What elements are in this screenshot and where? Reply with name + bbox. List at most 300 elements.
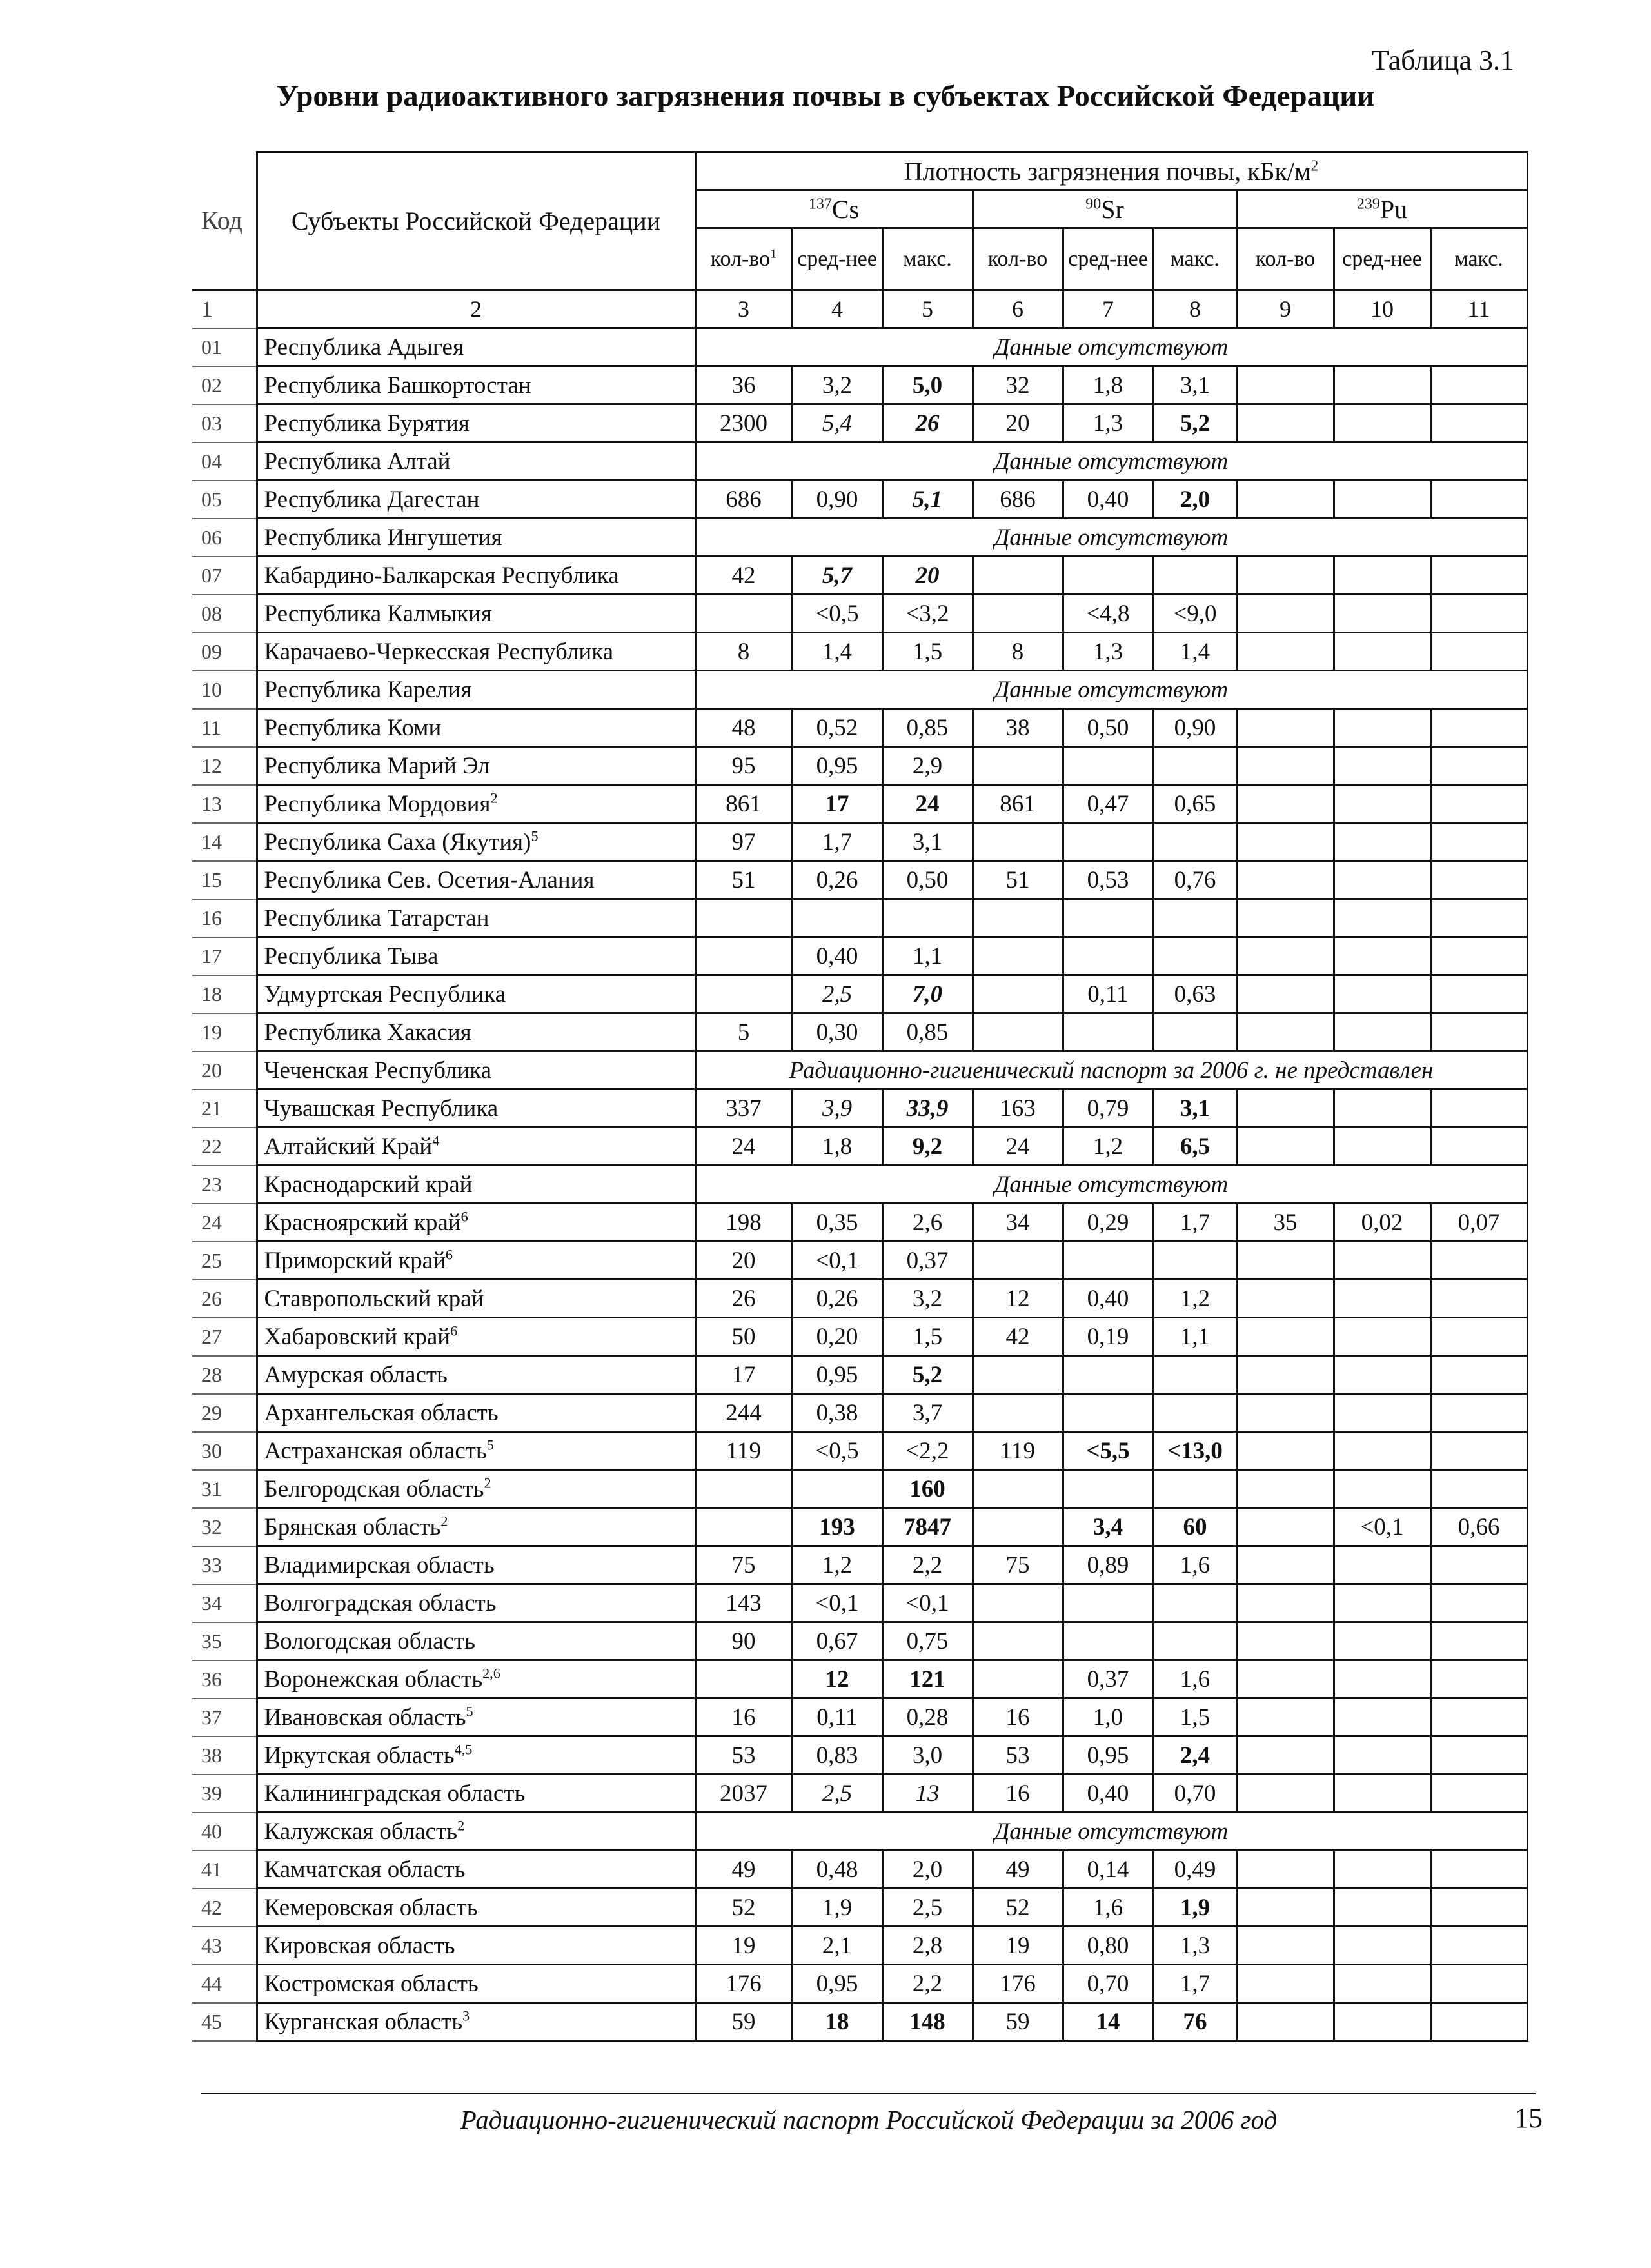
value-cell: 5,7 (792, 557, 882, 595)
no-passport-cell: Радиационно-гигиенический паспорт за 2006 г. не представлен (695, 1051, 1527, 1089)
row-subject (257, 1204, 695, 1242)
table-row (192, 785, 1527, 823)
subject-name: Республика Марий Эл (264, 752, 490, 779)
value-cell: 42 (973, 1318, 1063, 1356)
table-row (192, 328, 1527, 366)
value-cell: 1,2 (1153, 1280, 1237, 1318)
value-cell (1334, 1927, 1430, 1965)
value-cell: 12 (973, 1280, 1063, 1318)
pu-symbol: Pu (1379, 194, 1408, 224)
row-subject (257, 1318, 695, 1356)
value-cell (1237, 709, 1334, 747)
subject-name: Красноярский край (264, 1209, 461, 1236)
value-cell (1430, 1851, 1527, 1889)
value-cell (1430, 1698, 1527, 1736)
value-cell (1237, 1356, 1334, 1394)
value-cell: 176 (695, 1965, 792, 2003)
row-subject (257, 1889, 695, 1927)
row-code: 35 (192, 1622, 257, 1660)
value-cell (1334, 785, 1430, 823)
value-cell: 75 (695, 1546, 792, 1584)
row-subject (257, 861, 695, 899)
table-row (192, 1013, 1527, 1051)
value-cell: 176 (973, 1965, 1063, 2003)
value-cell (1237, 1432, 1334, 1470)
value-cell: 76 (1153, 2003, 1237, 2041)
value-cell: 0,65 (1153, 785, 1237, 823)
column-number: 4 (792, 290, 882, 328)
value-cell: <0,1 (882, 1584, 973, 1622)
value-cell (1430, 404, 1527, 443)
row-subject (257, 1242, 695, 1280)
value-cell (1430, 1622, 1527, 1660)
value-cell: 3,1 (1153, 366, 1237, 404)
value-cell (1237, 1280, 1334, 1318)
value-cell (1334, 1584, 1430, 1622)
row-subject (257, 1128, 695, 1166)
value-cell (1334, 1089, 1430, 1128)
value-cell (1237, 937, 1334, 975)
row-code: 05 (192, 481, 257, 519)
row-code: 42 (192, 1889, 257, 1927)
subject-name: Астраханская область (264, 1437, 487, 1464)
value-cell: 17 (695, 1356, 792, 1394)
value-cell (973, 1660, 1063, 1698)
value-cell: 0,28 (882, 1698, 973, 1736)
subject-name: Курганская область (264, 2008, 463, 2035)
no-data-cell: Данные отсутствуют (695, 1813, 1527, 1851)
table-row (192, 366, 1527, 404)
row-subject (257, 785, 695, 823)
header-cs137 (695, 190, 973, 228)
table-row (192, 671, 1527, 709)
value-cell: 0,29 (1063, 1204, 1153, 1242)
value-cell: 0,49 (1153, 1851, 1237, 1889)
row-code: 44 (192, 1965, 257, 2003)
header-sr90 (973, 190, 1237, 228)
row-subject (257, 747, 695, 785)
value-cell: 0,79 (1063, 1089, 1153, 1128)
value-cell: 3,9 (792, 1089, 882, 1128)
value-cell (1153, 823, 1237, 861)
row-code: 21 (192, 1089, 257, 1128)
value-cell: 36 (695, 366, 792, 404)
value-cell (1430, 1584, 1527, 1622)
row-code: 09 (192, 633, 257, 671)
value-cell (973, 975, 1063, 1013)
value-cell: 59 (695, 2003, 792, 2041)
value-cell (792, 899, 882, 937)
value-cell: 2,0 (1153, 481, 1237, 519)
row-code: 37 (192, 1698, 257, 1736)
subject-footnote: 2,6 (482, 1665, 500, 1682)
row-code: 19 (192, 1013, 257, 1051)
value-cell (1237, 899, 1334, 937)
value-cell (973, 937, 1063, 975)
value-cell (1334, 1698, 1430, 1736)
value-cell: 2,4 (1153, 1736, 1237, 1775)
subject-name: Иркутская область (264, 1742, 455, 1769)
value-cell: 0,30 (792, 1013, 882, 1051)
row-code: 31 (192, 1470, 257, 1508)
row-code: 27 (192, 1318, 257, 1356)
value-cell (1063, 1013, 1153, 1051)
value-cell (1430, 747, 1527, 785)
value-cell (1430, 1280, 1527, 1318)
value-cell (1334, 1851, 1430, 1889)
row-code: 25 (192, 1242, 257, 1280)
value-cell: 59 (973, 2003, 1063, 2041)
value-cell: 0,47 (1063, 785, 1153, 823)
value-cell (973, 1394, 1063, 1432)
value-cell: 5,2 (1153, 404, 1237, 443)
subheader-count (1237, 228, 1334, 290)
value-cell (1153, 1242, 1237, 1280)
table-row (192, 861, 1527, 899)
value-cell: <9,0 (1153, 595, 1237, 633)
value-cell: 160 (882, 1470, 973, 1508)
value-cell: 1,7 (1153, 1965, 1237, 2003)
value-cell (1334, 1965, 1430, 2003)
subject-name: Вологодская область (264, 1627, 475, 1655)
value-cell (973, 1508, 1063, 1546)
value-cell (1237, 785, 1334, 823)
value-cell (1153, 747, 1237, 785)
subject-name: Алтайский Край (264, 1133, 433, 1160)
value-cell (1153, 557, 1237, 595)
row-code: 17 (192, 937, 257, 975)
value-cell (973, 595, 1063, 633)
subject-name: Республика Башкортостан (264, 372, 531, 399)
row-subject (257, 443, 695, 481)
header-pu239 (1237, 190, 1527, 228)
subject-footnote: 2 (457, 1817, 465, 1834)
value-cell: 51 (973, 861, 1063, 899)
value-cell: 0,38 (792, 1394, 882, 1432)
value-cell: <0,5 (792, 595, 882, 633)
value-cell (1237, 861, 1334, 899)
row-subject (257, 1013, 695, 1051)
row-subject (257, 557, 695, 595)
value-cell: 5,0 (882, 366, 973, 404)
value-cell: 121 (882, 1660, 973, 1698)
page-title: Уровни радиоактивного загрязнения почвы в субъектах Российской Федерации (276, 79, 1375, 113)
subject-name: Костромская область (264, 1970, 479, 1997)
value-cell: 0,90 (792, 481, 882, 519)
value-cell (695, 899, 792, 937)
value-cell: <3,2 (882, 595, 973, 633)
row-code: 08 (192, 595, 257, 633)
value-cell (1334, 557, 1430, 595)
value-cell: 0,67 (792, 1622, 882, 1660)
value-cell (1237, 1775, 1334, 1813)
no-data-cell: Данные отсутствуют (695, 1166, 1527, 1204)
row-subject (257, 823, 695, 861)
value-cell (1237, 1013, 1334, 1051)
value-cell (1237, 1394, 1334, 1432)
value-cell: 0,85 (882, 1013, 973, 1051)
value-cell: 53 (973, 1736, 1063, 1775)
value-cell: 1,5 (1153, 1698, 1237, 1736)
value-cell (1063, 937, 1153, 975)
value-cell (1334, 1128, 1430, 1166)
value-cell: <5,5 (1063, 1432, 1153, 1470)
row-code: 34 (192, 1584, 257, 1622)
value-cell: <4,8 (1063, 595, 1153, 633)
value-cell: 75 (973, 1546, 1063, 1584)
value-cell: 33,9 (882, 1089, 973, 1128)
table-row (192, 1965, 1527, 2003)
value-cell (1237, 1089, 1334, 1128)
row-subject (257, 1698, 695, 1736)
value-cell (1063, 1622, 1153, 1660)
table-row (192, 1736, 1527, 1775)
column-number: 11 (1430, 290, 1527, 328)
row-subject (257, 1622, 695, 1660)
value-cell: 1,8 (792, 1128, 882, 1166)
count-label: кол-во (1255, 246, 1316, 271)
row-code: 15 (192, 861, 257, 899)
row-code: 45 (192, 2003, 257, 2041)
value-cell: 0,95 (1063, 1736, 1153, 1775)
value-cell: 0,40 (792, 937, 882, 975)
row-code: 22 (192, 1128, 257, 1166)
row-code: 33 (192, 1546, 257, 1584)
subject-name: Республика Калмыкия (264, 600, 492, 627)
value-cell (1430, 1432, 1527, 1470)
subject-name: Республика Бурятия (264, 410, 470, 437)
value-cell: 1,1 (1153, 1318, 1237, 1356)
value-cell: 3,4 (1063, 1508, 1153, 1546)
row-code: 04 (192, 443, 257, 481)
row-code: 13 (192, 785, 257, 823)
subject-name: Карачаево-Черкесская Республика (264, 638, 614, 665)
footer-text: Радиационно-гигиенический паспорт Российской Федерации за 2006 год (460, 2105, 1278, 2134)
subheader-max: макс. (882, 228, 973, 290)
subject-name: Ставропольский край (264, 1285, 484, 1312)
value-cell: 32 (973, 366, 1063, 404)
value-cell (1430, 2003, 1527, 2041)
subheader-average: сред-нее (1334, 228, 1430, 290)
value-cell: 1,8 (1063, 366, 1153, 404)
subject-name: Архангельская область (264, 1399, 499, 1426)
table-row (192, 823, 1527, 861)
row-subject (257, 2003, 695, 2041)
value-cell: 2,5 (792, 975, 882, 1013)
row-code: 23 (192, 1166, 257, 1204)
subject-name: Калининградская область (264, 1780, 526, 1807)
table-row (192, 2003, 1527, 2041)
table-row (192, 899, 1527, 937)
table-row (192, 633, 1527, 671)
subheader-count (973, 228, 1063, 290)
row-code: 16 (192, 899, 257, 937)
value-cell (1153, 1584, 1237, 1622)
table-row (192, 519, 1527, 557)
value-cell: 0,14 (1063, 1851, 1153, 1889)
row-code: 32 (192, 1508, 257, 1546)
value-cell (1430, 1775, 1527, 1813)
value-cell: 0,90 (1153, 709, 1237, 747)
value-cell: <0,1 (1334, 1508, 1430, 1546)
table-row (192, 1813, 1527, 1851)
value-cell: 9,2 (882, 1128, 973, 1166)
value-cell (1153, 899, 1237, 937)
row-subject (257, 1089, 695, 1128)
value-cell: 148 (882, 2003, 973, 2041)
value-cell: 2,1 (792, 1927, 882, 1965)
row-subject (257, 366, 695, 404)
subject-name: Камчатская область (264, 1856, 466, 1883)
value-cell (1063, 1356, 1153, 1394)
value-cell (1430, 823, 1527, 861)
value-cell: 861 (973, 785, 1063, 823)
value-cell (1237, 1660, 1334, 1698)
table-row (192, 975, 1527, 1013)
value-cell: 1,6 (1153, 1546, 1237, 1584)
value-cell: 0,19 (1063, 1318, 1153, 1356)
column-number: 3 (695, 290, 792, 328)
row-code: 40 (192, 1813, 257, 1851)
value-cell (1430, 785, 1527, 823)
no-data-cell: Данные отсутствуют (695, 443, 1527, 481)
value-cell: 0,89 (1063, 1546, 1153, 1584)
value-cell (1430, 1470, 1527, 1508)
value-cell: 0,11 (792, 1698, 882, 1736)
subject-name: Республика Саха (Якутия) (264, 828, 531, 855)
value-cell: 0,48 (792, 1851, 882, 1889)
value-cell (1237, 2003, 1334, 2041)
subject-name: Амурская область (264, 1361, 448, 1388)
value-cell: <13,0 (1153, 1432, 1237, 1470)
subject-name: Республика Тыва (264, 942, 439, 970)
no-data-cell: Данные отсутствуют (695, 328, 1527, 366)
value-cell: 0,26 (792, 861, 882, 899)
table-row (192, 1089, 1527, 1128)
column-number: 10 (1334, 290, 1430, 328)
table-row (192, 1660, 1527, 1698)
value-cell (1237, 1318, 1334, 1356)
row-subject (257, 1851, 695, 1889)
value-cell: 8 (973, 633, 1063, 671)
value-cell (1430, 1889, 1527, 1927)
subject-name: Воронежская область (264, 1666, 483, 1693)
value-cell: 3,7 (882, 1394, 973, 1432)
value-cell: 19 (695, 1927, 792, 1965)
value-cell: 1,6 (1063, 1889, 1153, 1927)
value-cell: 0,83 (792, 1736, 882, 1775)
subject-footnote: 2 (490, 790, 498, 806)
value-cell (1063, 899, 1153, 937)
subject-name: Республика Адыгея (264, 333, 464, 361)
value-cell (792, 1470, 882, 1508)
value-cell: 244 (695, 1394, 792, 1432)
value-cell: 1,9 (1153, 1889, 1237, 1927)
row-subject (257, 1166, 695, 1204)
table-row (192, 1051, 1527, 1089)
value-cell: 0,95 (792, 1356, 882, 1394)
table-row (192, 443, 1527, 481)
value-cell: 13 (882, 1775, 973, 1813)
value-cell: 2,5 (792, 1775, 882, 1813)
value-cell: 17 (792, 785, 882, 823)
value-cell: 119 (973, 1432, 1063, 1470)
row-code: 12 (192, 747, 257, 785)
value-cell (1430, 1660, 1527, 1698)
value-cell (1237, 1470, 1334, 1508)
value-cell: <0,1 (792, 1242, 882, 1280)
table-row (192, 1432, 1527, 1470)
value-cell (973, 1242, 1063, 1280)
row-subject (257, 1394, 695, 1432)
value-cell (1430, 1013, 1527, 1051)
value-cell: 1,5 (882, 1318, 973, 1356)
value-cell: 2,0 (882, 1851, 973, 1889)
value-cell: 1,7 (792, 823, 882, 861)
value-cell: 2,6 (882, 1204, 973, 1242)
value-cell: 2,8 (882, 1927, 973, 1965)
subject-name: Калужская область (264, 1818, 458, 1845)
row-subject (257, 1546, 695, 1584)
value-cell: 90 (695, 1622, 792, 1660)
row-code: 39 (192, 1775, 257, 1813)
row-code: 06 (192, 519, 257, 557)
subject-name: Республика Сев. Осетия-Алания (264, 866, 595, 893)
row-code: 18 (192, 975, 257, 1013)
value-cell: 0,11 (1063, 975, 1153, 1013)
row-code: 26 (192, 1280, 257, 1318)
value-cell: 0,26 (792, 1280, 882, 1318)
value-cell (1334, 709, 1430, 747)
no-data-cell: Данные отсутствуют (695, 671, 1527, 709)
subject-name: Приморский край (264, 1247, 446, 1274)
row-subject (257, 1927, 695, 1965)
value-cell (1153, 1470, 1237, 1508)
value-cell: 1,7 (1153, 1204, 1237, 1242)
value-cell (1334, 1889, 1430, 1927)
subject-name: Белгородская область (264, 1475, 484, 1502)
table-row (192, 404, 1527, 443)
value-cell: 0,70 (1153, 1775, 1237, 1813)
value-cell (1334, 1280, 1430, 1318)
value-cell: 0,95 (792, 1965, 882, 2003)
value-cell: 5,1 (882, 481, 973, 519)
value-cell (1237, 1622, 1334, 1660)
value-cell (1237, 1584, 1334, 1622)
value-cell: 18 (792, 2003, 882, 2041)
value-cell (1430, 1356, 1527, 1394)
subject-name: Волгоградская область (264, 1589, 497, 1616)
row-code: 03 (192, 404, 257, 443)
value-cell: 12 (792, 1660, 882, 1698)
value-cell (1237, 975, 1334, 1013)
value-cell: 95 (695, 747, 792, 785)
subject-name: Республика Мордовия (264, 790, 491, 817)
value-cell (1334, 1394, 1430, 1432)
value-cell (1334, 747, 1430, 785)
row-subject (257, 1356, 695, 1394)
value-cell: 26 (695, 1280, 792, 1318)
value-cell: 3,0 (882, 1736, 973, 1775)
subject-footnote: 3 (462, 2007, 470, 2024)
row-subject (257, 633, 695, 671)
value-cell (1237, 823, 1334, 861)
value-cell (1237, 747, 1334, 785)
subject-name: Хабаровский край (264, 1323, 451, 1350)
value-cell: 3,2 (792, 366, 882, 404)
value-cell: 1,9 (792, 1889, 882, 1927)
row-subject (257, 1280, 695, 1318)
